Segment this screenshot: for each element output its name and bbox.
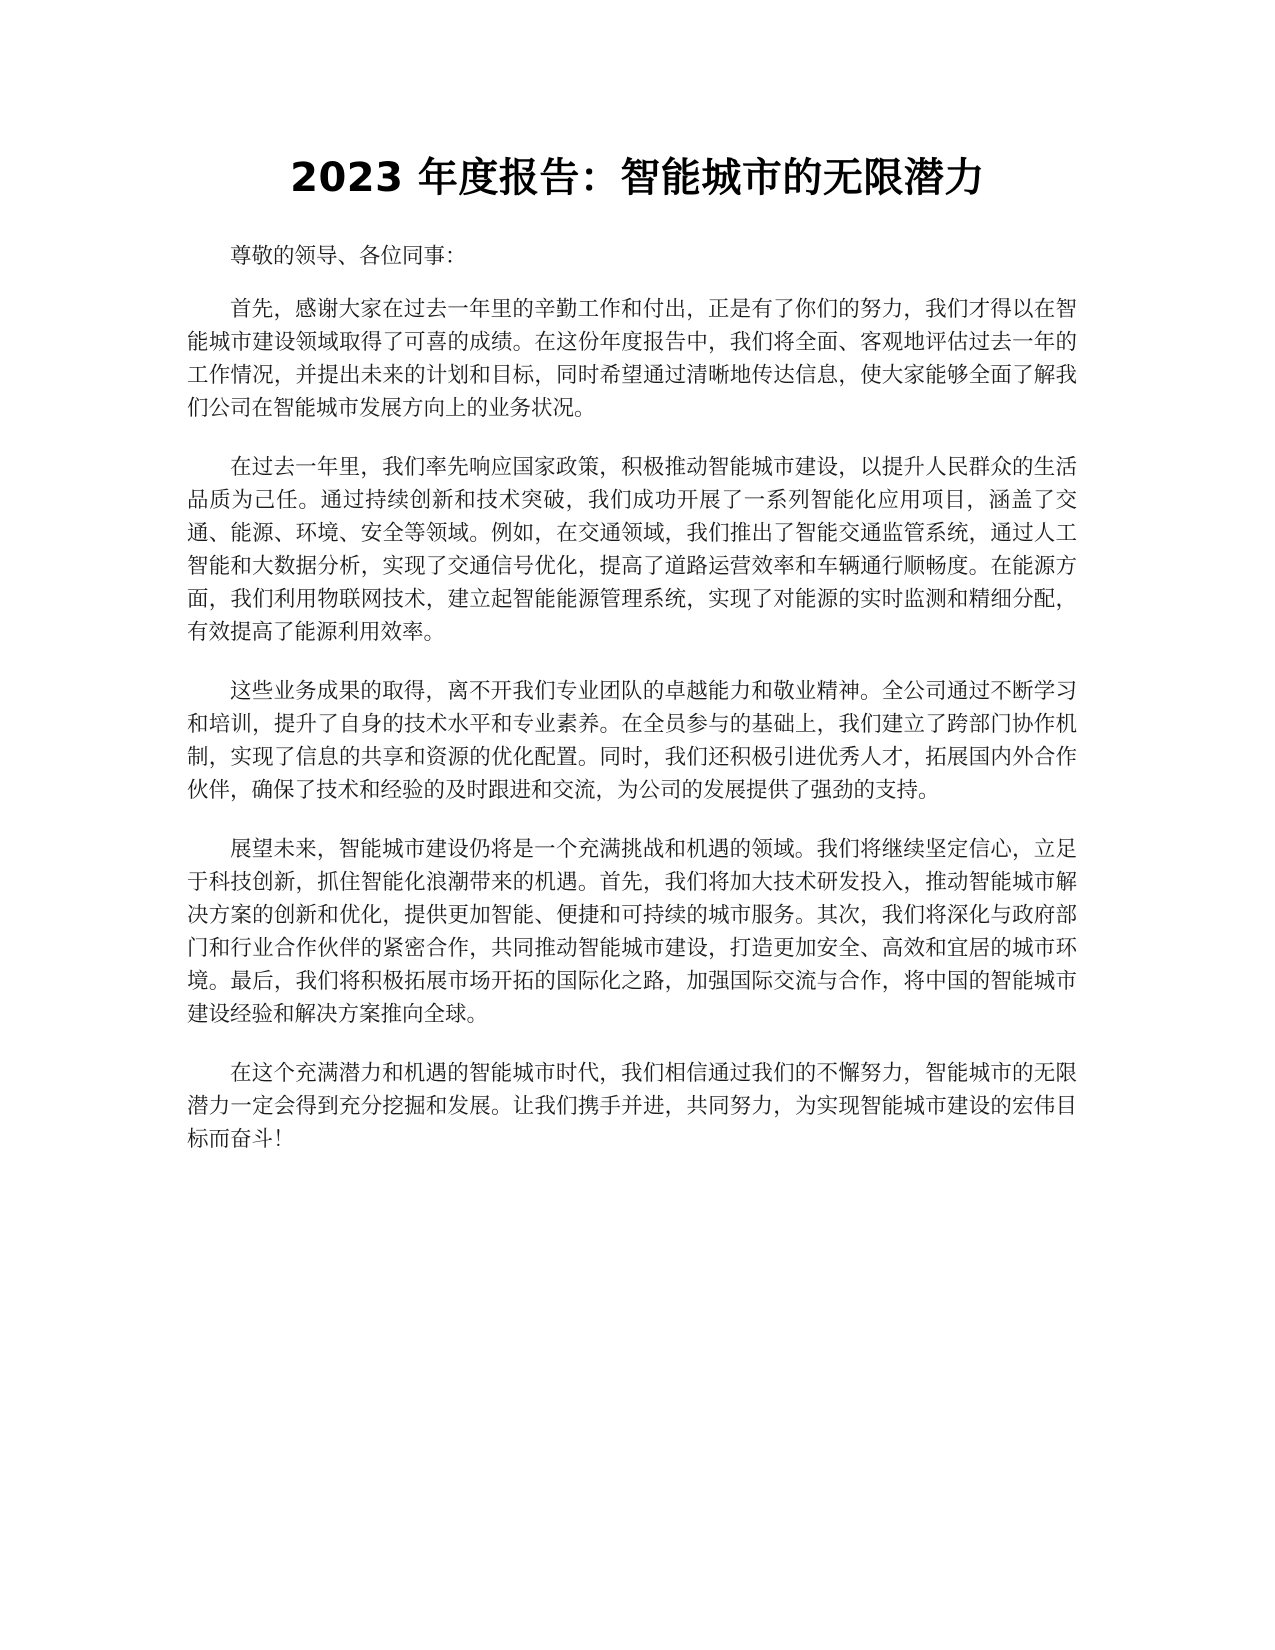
paragraph-team: 这些业务成果的取得，离不开我们专业团队的卓越能力和敬业精神。全公司通过不断学习和培训，提升了自身的技术水平和专业素养。在全员参与的基础上，我们建立了跨部门协作机制，实现了信息的共享和资源的优化配置。同时，我们还积极引进优秀人才，拓展国内外合作伙伴，确保了技术和经验的及时跟进和交流，为公司的发展提供了强劲的支持。 [187, 679, 1077, 803]
paragraph-outlook: 展望未来，智能城市建设仍将是一个充满挑战和机遇的领域。我们将继续坚定信心，立足于科技创新，抓住智能化浪潮带来的机遇。首先，我们将加大技术研发投入，推动智能城市解决方案的创新和优化，提供更加智能、便捷和可持续的城市服务。其次，我们将深化与政府部门和行业合作伙伴的紧密合作，共同推动智能城市建设，打造更加安全、高效和宜居的城市环境。最后，我们将积极拓展市场开拓的国际化之路，加强国际交流与合作，将中国的智能城市建设经验和解决方案推向全球。 [187, 837, 1077, 1027]
paragraph-achievements: 在过去一年里，我们率先响应国家政策，积极推动智能城市建设，以提升人民群众的生活品质为己任。通过持续创新和技术突破，我们成功开展了一系列智能化应用项目，涵盖了交通、能源、环境、安全等领域。例如，在交通领域，我们推出了智能交通监管系统，通过人工智能和大数据分析，实现了交通信号优化，提高了道路运营效率和车辆通行顺畅度。在能源方面，我们利用物联网技术，建立起智能能源管理系统，实现了对能源的实时监测和精细分配，有效提高了能源利用效率。 [187, 455, 1077, 645]
document-body [187, 240, 1077, 1182]
salutation: 尊敬的领导、各位同事： [230, 244, 467, 269]
page-title: 2023 年度报告：智能城市的无限潜力 [290, 155, 985, 201]
paragraph-thanks: 首先，感谢大家在过去一年里的辛勤工作和付出，正是有了你们的努力，我们才得以在智能城市建设领域取得了可喜的成绩。在这份年度报告中，我们将全面、客观地评估过去一年的工作情况，并提出未来的计划和目标，同时希望通过清晰地传达信息，使大家能够全面了解我们公司在智能城市发展方向上的业务状况。 [187, 297, 1077, 421]
paragraph-closing: 在这个充满潜力和机遇的智能城市时代，我们相信通过我们的不懈努力，智能城市的无限潜力一定会得到充分挖掘和发展。让我们携手并进，共同努力，为实现智能城市建设的宏伟目标而奋斗！ [187, 1061, 1077, 1152]
